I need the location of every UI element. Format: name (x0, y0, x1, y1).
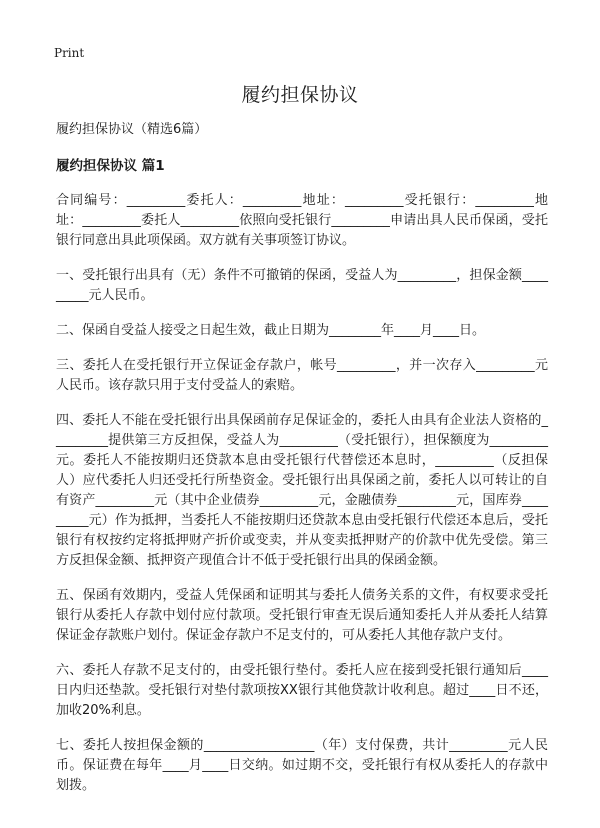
paragraph-clause-3: 三、委托人在受托银行开立保证金存款户，帐号_________，并一次存入_________元人民币。该存款只用于支付受益人的索赔。 (56, 358, 548, 393)
paragraph-clause-6: 六、委托人存款不足支付的，由受托银行垫付。委托人应在接到受托银行通知后____日内归还垫款。受托银行对垫付款项按XX银行其他贷款计收利息。超过____日不还，加收20%利息。 (56, 663, 548, 718)
paragraph-clause-4: 四、委托人不能在受托银行出具保函前存足保证金的，委托人由具有企业法人资格的_________提供第三方反担保，受益人为_________（受托银行），担保额度为_________元。委托人不能按期归还贷款本息由受托银行代替偿还本息时，_________（反担保人）应代委托人归还受托行所垫资金。受托银行出具保函之前，委托人以可转让的自有资产_________元（其中企业债券_________元，金融债券_________元，国库券_________元）作为抵押，当委托人不能按期归还贷款本息由受托银行代偿还本息后，受托银行有权按约定将抵押财产折价或变卖，并从变卖抵押财产的价款中优先受偿。第三方反担保金额、抵押资产现值合计不低于受托银行出具的保函金额。 (56, 413, 548, 568)
paragraph-clause-7: 七、委托人按担保金额的_________________（年）支付保费，共计_________元人民币。保证费在每年____月____日交纳。如过期不交，受托银行有权从委托人的存款中划拨。 (56, 738, 548, 793)
paragraph-clause-2: 二、保函自受益人接受之日起生效，截止日期为________年____月____日。 (56, 323, 486, 338)
document-title: 履约担保协议 (241, 84, 359, 106)
paragraph-clause-5: 五、保函有效期内，受益人凭保函和证明其与委托人债务关系的文件，有权要求受托银行从委托人存款中划付应付款项。受托银行审查无误后通知委托人并从委托人结算保证金存款账户划付。保证金存款户不足支付的，可从委托人其他存款户支付。 (56, 588, 548, 643)
paragraph-contract-header: 合同编号：_________委托人：_________地址：_________受托银行：_________地址：_________委托人_________依照向受托银行_________申请出具人民币保函，受托银行同意出具此项保函。双方就有关事项签订协议。 (56, 193, 548, 248)
document-body (56, 120, 548, 811)
paragraph-clause-1: 一、受托银行出具有（无）条件不可撤销的保函，受益人为_________，担保金额_________元人民币。 (56, 268, 548, 303)
section-heading: 履约担保协议 篇1 (56, 158, 165, 174)
document-subtitle: 履约担保协议（精选6篇） (56, 122, 208, 137)
print-link[interactable]: Print (54, 46, 85, 60)
